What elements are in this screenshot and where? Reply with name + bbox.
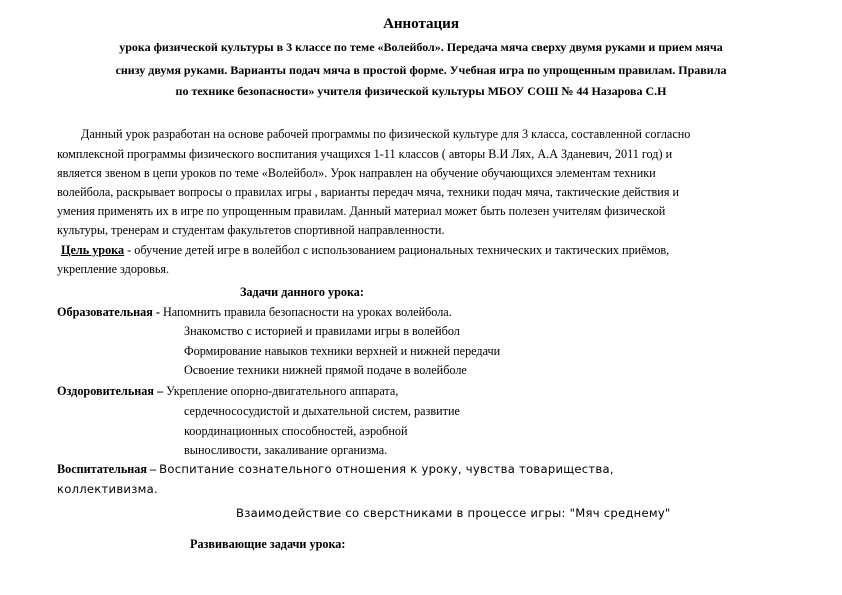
educational-item-4: Освоение техники нижней прямой подаче в волейболе — [184, 363, 467, 377]
health-item-4: выносливости, закаливание организма. — [184, 443, 388, 457]
intro-line-3: является звеном в цепи уроков по теме «Волейбол». Урок направлен на обучение обучающихся элементам техники — [57, 166, 656, 180]
goal-line-1 — [61, 243, 669, 258]
educational-label: Образовательная - — [57, 305, 163, 319]
goal-label: Цель урока — [61, 243, 125, 257]
educational-line-1 — [57, 305, 452, 320]
tasks-heading: Задачи данного урока: — [240, 285, 364, 299]
health-label: Оздоровительная – — [57, 384, 167, 398]
health-item-3: координационных способностей, аэробной — [184, 424, 408, 438]
intro-line-4: волейбола, раскрывает вопросы о правилах игры , варианты передач мяча, техники подач мяча, тактические действия и — [57, 185, 679, 199]
subtitle-line-1: урока физической культуры в 3 классе по теме «Волейбол». Передача мяча сверху двумя руками и прием мяча — [119, 40, 723, 54]
intro-line-6: культуры, тренерам и студентам факультетов спортивной направленности. — [57, 223, 445, 237]
intro-line-5: умения применять их в игре по упрощенным правилам. Данный материал может быть полезен учителям физической — [57, 204, 666, 218]
developing-heading: Развивающие задачи урока: — [190, 537, 346, 551]
goal-text: - обучение детей игре в волейбол с использованием рациональных технических и тактических приёмов, — [124, 243, 670, 257]
health-item-2: сердечнососудистой и дыхательной систем, развитие — [184, 404, 460, 418]
upbringing-text-2: коллективизма. — [57, 482, 158, 496]
educational-item-2: Знакомство с историей и правилами игры в волейбол — [184, 324, 460, 338]
intro-line-1: Данный урок разработан на основе рабочей программы по физической культуре для 3 класса, составленной согласно — [81, 127, 691, 141]
upbringing-text-3: Взаимодействие со сверстниками в процессе игры: "Мяч среднему" — [236, 506, 671, 520]
intro-line-2: комплексной программы физического воспитания учащихся 1-11 классов ( авторы В.И Лях, А.А Зданевич, 2011 год) и — [57, 147, 673, 161]
upbringing-text-1: Воспитание сознательного отношения к уроку, чувства товарищества, — [159, 462, 614, 476]
health-line-1 — [57, 384, 398, 399]
document-title: Аннотация — [383, 16, 459, 32]
educational-item-3: Формирование навыков техники верхней и нижней передачи — [184, 344, 501, 358]
health-item-1: Укрепление опорно-двигательного аппарата, — [166, 384, 399, 398]
educational-item-1: Напомнить правила безопасности на уроках волейбола. — [162, 305, 452, 319]
goal-line-2: укрепление здоровья. — [57, 262, 170, 276]
subtitle-line-3: по технике безопасности» учителя физической культуры МБОУ СОШ № 44 Назарова С.Н — [175, 84, 667, 98]
subtitle-line-2: снизу двумя руками. Варианты подач мяча в простой форме. Учебная игра по упрощенным правилам. Правила — [115, 63, 727, 77]
upbringing-line-1 — [57, 462, 614, 477]
upbringing-label: Воспитательная – — [57, 462, 160, 476]
